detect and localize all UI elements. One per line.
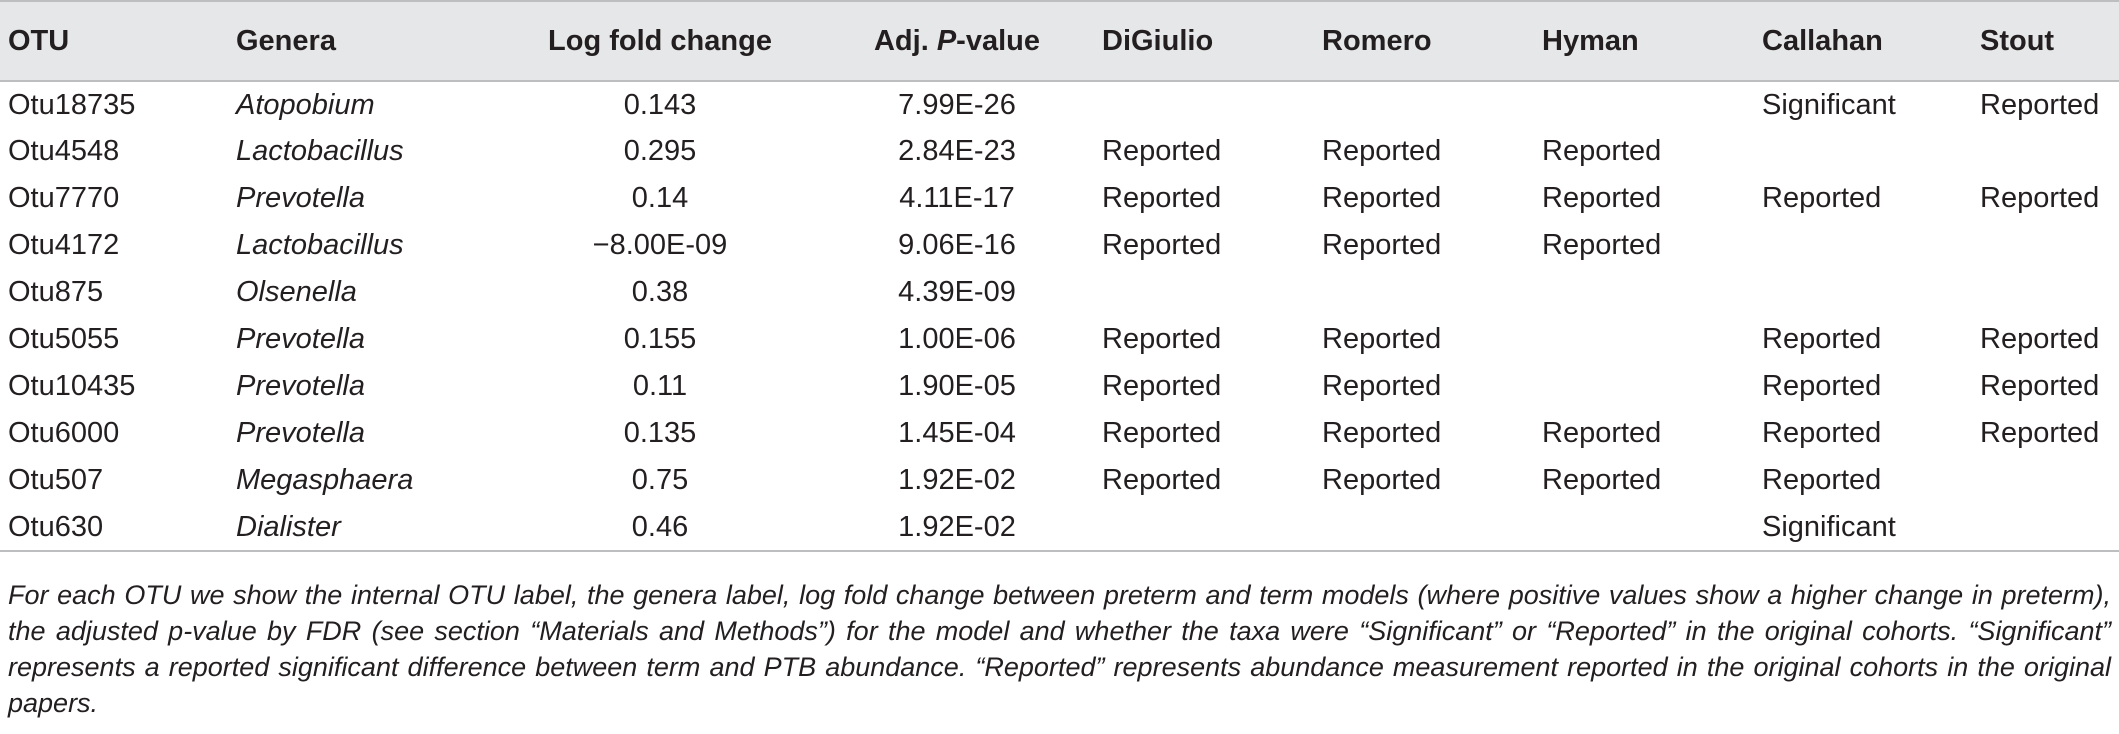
- table-header-row: [0, 1, 2119, 81]
- table-body: [0, 81, 2119, 551]
- cell-log-fold-change: 0.75: [631, 464, 689, 496]
- cell-adj-p-value: 7.99E-26: [898, 88, 1016, 121]
- header-callahan: Callahan: [1762, 1, 1980, 81]
- cell-digiulio: Reported: [1102, 370, 1222, 402]
- header-adj-p-value: [812, 1, 1102, 81]
- cell-romero: [1322, 269, 1542, 316]
- cell-romero: [1322, 504, 1542, 551]
- cell-otu: Otu4172: [8, 229, 120, 261]
- cell-adj-p-value: 9.06E-16: [898, 229, 1016, 261]
- cell-stout: [1980, 128, 2119, 175]
- cell-genus: Prevotella: [236, 323, 365, 355]
- table-row: [0, 128, 2119, 175]
- cell-otu: Otu875: [8, 276, 104, 308]
- cell-log-fold-change: 0.295: [623, 135, 697, 167]
- cell-stout: [1980, 457, 2119, 504]
- cell-hyman: Reported: [1542, 464, 1662, 496]
- cell-callahan: Significant: [1762, 504, 1980, 551]
- cell-genus: Olsenella: [236, 276, 357, 308]
- cell-otu: Otu4548: [8, 135, 120, 167]
- cell-romero: Reported: [1322, 417, 1442, 449]
- cell-log-fold-change: 0.143: [623, 88, 697, 121]
- cell-callahan: Significant: [1762, 88, 1896, 121]
- cell-romero: [1322, 81, 1542, 128]
- cell-log-fold-change: 0.14: [631, 182, 689, 214]
- cell-otu: Otu10435: [8, 370, 136, 402]
- cell-digiulio: [1102, 81, 1322, 128]
- cell-genus: Prevotella: [236, 417, 365, 449]
- cell-digiulio: [1102, 504, 1322, 551]
- cell-stout: Reported: [1980, 88, 2100, 121]
- cell-adj-p-value: 1.92E-02: [898, 464, 1016, 496]
- cell-genus: Prevotella: [236, 182, 365, 214]
- cell-stout: [1980, 504, 2119, 551]
- cell-callahan: [1762, 269, 1980, 316]
- cell-hyman: Reported: [1542, 229, 1662, 261]
- cell-romero: Reported: [1322, 135, 1442, 167]
- cell-callahan: Reported: [1762, 182, 1882, 214]
- cell-hyman: [1542, 269, 1762, 316]
- header-otu: OTU: [0, 1, 236, 81]
- cell-genus: Prevotella: [236, 370, 365, 402]
- cell-adj-p-value: 1.45E-04: [898, 417, 1016, 449]
- cell-genus: Megasphaera: [236, 464, 414, 496]
- header-digiulio: DiGiulio: [1102, 1, 1322, 81]
- cell-hyman: [1542, 81, 1762, 128]
- cell-romero: Reported: [1322, 464, 1442, 496]
- cell-log-fold-change: 0.46: [508, 504, 812, 551]
- cell-digiulio: Reported: [1102, 135, 1222, 167]
- header-romero: Romero: [1322, 1, 1542, 81]
- table-row: [0, 410, 2119, 457]
- cell-otu: Otu507: [8, 464, 104, 496]
- cell-genus: Atopobium: [236, 88, 375, 121]
- table-row: [0, 316, 2119, 363]
- cell-digiulio: Reported: [1102, 464, 1222, 496]
- cell-log-fold-change: 0.135: [623, 417, 697, 449]
- cell-genus: Lactobacillus: [236, 135, 404, 167]
- table-caption: For each OTU we show the internal OTU label, the genera label, log fold change between preterm and term models (where positive values show a higher change in preterm), the adjusted p-value by FDR (see section “Materials and Methods”) for the model and whether the taxa were “Significant” or “Reported” in the original cohorts. “Significant” represents a reported significant difference between term and PTB abundance. “Reported” represents abundance measurement reported in the original cohorts in the original papers.: [8, 580, 2111, 718]
- cell-log-fold-change: 0.11: [632, 370, 688, 402]
- cell-adj-p-value: 4.11E-17: [899, 182, 1015, 214]
- header-adj-p-suffix: -value: [956, 24, 1040, 57]
- table-row: [0, 457, 2119, 504]
- cell-adj-p-value: 4.39E-09: [898, 276, 1016, 308]
- table-row: [0, 81, 2119, 128]
- cell-romero: Reported: [1322, 370, 1442, 402]
- cell-romero: Reported: [1322, 229, 1442, 261]
- cell-genus: Lactobacillus: [236, 229, 404, 261]
- cell-otu: Otu6000: [8, 417, 120, 449]
- cell-hyman: [1542, 363, 1762, 410]
- cell-hyman: [1542, 504, 1762, 551]
- cell-hyman: Reported: [1542, 135, 1662, 167]
- cell-digiulio: Reported: [1102, 229, 1222, 261]
- cell-stout: Reported: [1980, 182, 2100, 214]
- cell-hyman: Reported: [1542, 417, 1662, 449]
- cell-callahan: Reported: [1762, 323, 1882, 355]
- cell-log-fold-change: 0.155: [623, 323, 697, 355]
- cell-log-fold-change: −8.00E-09: [592, 229, 728, 261]
- cell-digiulio: [1102, 269, 1322, 316]
- table-row: [0, 175, 2119, 222]
- cell-stout: Reported: [1980, 417, 2100, 449]
- cell-otu: Otu5055: [8, 323, 120, 355]
- cell-digiulio: Reported: [1102, 323, 1222, 355]
- header-stout: Stout: [1980, 1, 2119, 81]
- table-row: [0, 504, 2119, 551]
- cell-hyman: Reported: [1542, 182, 1662, 214]
- cell-otu: Otu630: [0, 504, 236, 551]
- cell-callahan: Reported: [1762, 464, 1882, 496]
- cell-callahan: [1762, 222, 1980, 269]
- header-adj-p-italic: P: [936, 24, 957, 57]
- table-row: [0, 222, 2119, 269]
- cell-romero: Reported: [1322, 182, 1442, 214]
- cell-hyman: [1542, 316, 1762, 363]
- cell-adj-p-value: 2.84E-23: [898, 135, 1016, 167]
- cell-callahan: Reported: [1762, 417, 1882, 449]
- cell-log-fold-change: 0.38: [631, 276, 689, 308]
- cell-callahan: Reported: [1762, 370, 1882, 402]
- table-row: [0, 269, 2119, 316]
- cell-stout: [1980, 222, 2119, 269]
- cell-otu: Otu18735: [8, 88, 136, 121]
- header-genera: Genera: [236, 1, 508, 81]
- cell-digiulio: Reported: [1102, 182, 1222, 214]
- cell-digiulio: Reported: [1102, 417, 1222, 449]
- cell-otu: Otu7770: [8, 182, 120, 214]
- cell-callahan: [1762, 128, 1980, 175]
- header-log-fold-change: Log fold change: [508, 1, 812, 81]
- cell-adj-p-value: 1.92E-02: [812, 504, 1102, 551]
- table-row: [0, 363, 2119, 410]
- header-adj-p-prefix: Adj.: [873, 24, 937, 57]
- cell-adj-p-value: 1.90E-05: [898, 370, 1016, 402]
- cell-stout: [1980, 269, 2119, 316]
- cell-romero: Reported: [1322, 323, 1442, 355]
- header-hyman: Hyman: [1542, 1, 1762, 81]
- cell-stout: Reported: [1980, 370, 2100, 402]
- cell-genus: Dialister: [236, 504, 508, 551]
- cell-stout: Reported: [1980, 323, 2100, 355]
- cell-adj-p-value: 1.00E-06: [898, 323, 1016, 355]
